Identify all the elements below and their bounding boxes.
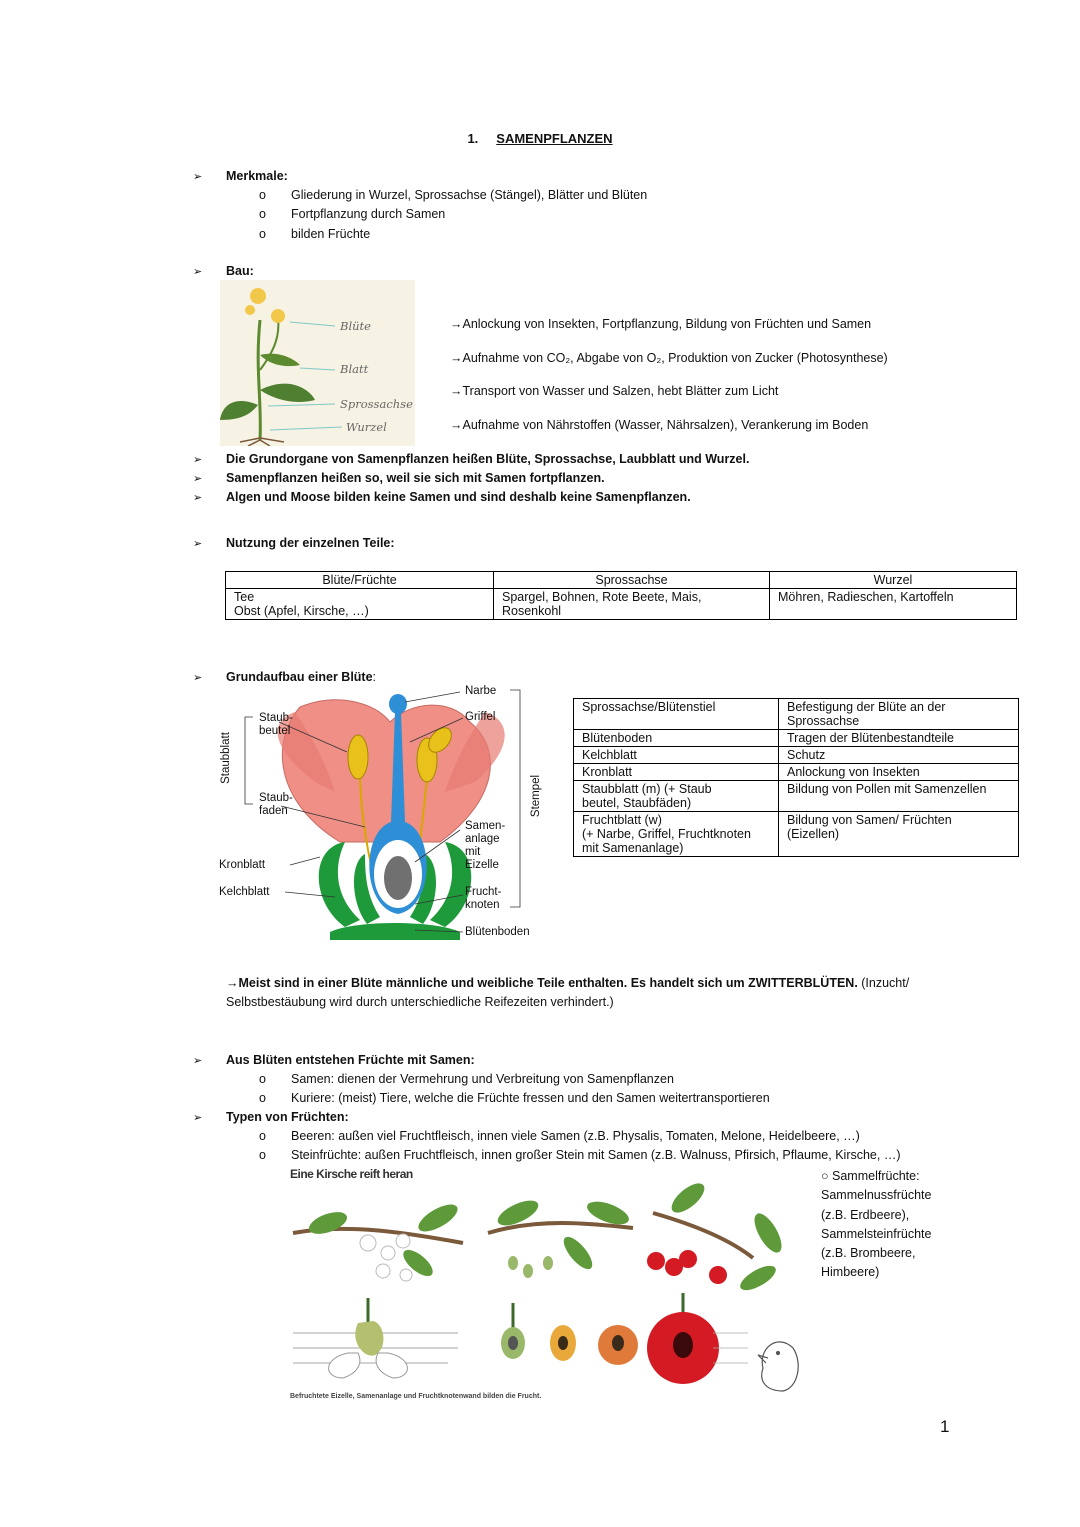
zwitter-normal: (Inzucht/ <box>857 976 910 990</box>
nutzung-header: Sprossachse <box>494 572 770 589</box>
nutzung-table <box>225 571 1017 620</box>
flower-parts-table <box>573 698 1019 857</box>
label-kronblatt: Kronblatt <box>219 859 266 871</box>
bau-function-sprossachse: →Transport von Wasser und Salzen, hebt Blätter zum Licht <box>450 384 779 398</box>
cherry-caption: Befruchtete Eizelle, Samenanlage und Fruchtknotenwand bilden die Frucht. <box>290 1393 542 1400</box>
fruechte-heading: Aus Blüten entstehen Früchte mit Samen: <box>226 1053 475 1067</box>
parts-cell: Kronblatt <box>574 764 779 781</box>
bau-heading: Bau: <box>226 264 254 278</box>
circle-bullet-icon: o <box>259 227 266 241</box>
plant-label-sprossachse: Sprossachse <box>340 397 413 411</box>
bullet-arrow-icon: ➢ <box>193 1112 203 1124</box>
nutzung-heading: Nutzung der einzelnen Teile: <box>226 536 395 550</box>
parts-cell: Sprossachse/Blütenstiel <box>574 699 779 730</box>
circle-bullet-icon: o <box>259 1148 266 1162</box>
circle-bullet-icon: o <box>259 207 266 221</box>
page-title <box>0 131 1080 146</box>
bullet-arrow-icon: ➢ <box>193 171 203 183</box>
nutzung-cell: Tee Obst (Apfel, Kirsche, …) <box>226 589 494 620</box>
label-griffel: Griffel <box>465 711 496 723</box>
merkmale-item: Gliederung in Wurzel, Sprossachse (Stängel), Blätter und Blüten <box>291 188 648 202</box>
statement: Samenpflanzen heißen so, weil sie sich mit Samen fortpflanzen. <box>226 471 605 485</box>
label-fruchtknoten: Frucht- knoten <box>465 886 502 911</box>
parts-cell: Kelchblatt <box>574 747 779 764</box>
circle-bullet-icon: o <box>259 1072 266 1086</box>
label-narbe: Narbe <box>465 685 497 697</box>
label-staubfaden: Staub- faden <box>259 792 293 817</box>
title-text: SAMENPFLANZEN <box>496 131 613 146</box>
circle-bullet-icon: o <box>259 1129 266 1143</box>
title-number: 1. <box>467 131 479 146</box>
plant-label-bluete: Blüte <box>340 319 371 333</box>
bullet-arrow-icon: ➢ <box>193 473 203 485</box>
grundaufbau-heading-colon: : <box>372 670 377 684</box>
grundaufbau-heading-text: Grundaufbau einer Blüte <box>226 670 373 684</box>
flower-diagram <box>215 682 550 944</box>
bullet-arrow-icon: ➢ <box>193 492 203 504</box>
parts-cell: Bildung von Samen/ Früchten (Eizellen) <box>779 812 1019 857</box>
fruechte-item: Samen: dienen der Vermehrung und Verbreitung von Samenpflanzen <box>291 1072 674 1086</box>
parts-cell: Tragen der Blütenbestandteile <box>779 730 1019 747</box>
bullet-arrow-icon: ➢ <box>193 266 203 278</box>
cherry-drawing <box>288 1183 808 1405</box>
bullet-arrow-icon: ➢ <box>193 538 203 550</box>
bau-function-wurzel: →Aufnahme von Nährstoffen (Wasser, Nährsalzen), Verankerung im Boden <box>450 418 869 432</box>
bau-function-blatt: →Aufnahme von CO₂, Abgabe von O₂, Produktion von Zucker (Photosynthese) <box>450 351 888 365</box>
label-samenanlage: Samen- anlage mit Eizelle <box>465 820 506 871</box>
bullet-arrow-icon: ➢ <box>193 672 203 684</box>
circle-bullet-icon: o <box>259 188 266 202</box>
zwitter-text <box>226 976 986 990</box>
plant-label-wurzel: Wurzel <box>346 420 387 434</box>
label-stempel: Stempel <box>530 774 542 818</box>
circle-bullet-icon: o <box>259 1091 266 1105</box>
parts-cell: Befestigung der Blüte an der Sprossachse <box>779 699 1019 730</box>
plant-label-blatt: Blatt <box>340 362 369 376</box>
merkmale-heading: Merkmale: <box>226 169 288 183</box>
parts-cell: Anlockung von Insekten <box>779 764 1019 781</box>
label-staubbeutel: Staub- beutel <box>259 712 293 737</box>
nutzung-cell: Möhren, Radieschen, Kartoffeln <box>770 589 1017 620</box>
sammelfruechte-text: ○ Sammelfrüchte: Sammelnussfrüchte (z.B. Erdbeere), Sammelsteinfrüchte (z.B. Brombeere, Himbeere) <box>821 1169 932 1280</box>
statement: Die Grundorgane von Samenpflanzen heißen Blüte, Sprossachse, Laubblatt und Wurzel. <box>226 452 750 466</box>
parts-cell: Blütenboden <box>574 730 779 747</box>
parts-cell: Schutz <box>779 747 1019 764</box>
zwitter-line2: Selbstbestäubung wird durch unterschiedliche Reifezeiten verhindert.) <box>226 995 614 1009</box>
page-number: 1 <box>940 1417 950 1436</box>
cherry-illustration <box>288 1165 808 1405</box>
label-bluetenboden: Blütenboden <box>465 926 530 938</box>
statement: Algen und Moose bilden keine Samen und sind deshalb keine Samenpflanzen. <box>226 490 691 504</box>
bullet-arrow-icon: ➢ <box>193 1055 203 1067</box>
typen-item: Steinfrüchte: außen Fruchtfleisch, innen großer Stein mit Samen (z.B. Walnuss, Pfirsich, Pflaume, Kirsche, …) <box>291 1148 901 1162</box>
parts-cell: Staubblatt (m) (+ Staub beutel, Staubfäden) <box>574 781 779 812</box>
plant-illustration <box>220 280 415 446</box>
nutzung-header: Blüte/Früchte <box>226 572 494 589</box>
nutzung-header: Wurzel <box>770 572 1017 589</box>
typen-item: Beeren: außen viel Fruchtfleisch, innen viele Samen (z.B. Physalis, Tomaten, Melone, Heidelbeere, …) <box>291 1129 860 1143</box>
merkmale-item: bilden Früchte <box>291 227 371 241</box>
zwitter-bold: →Meist sind in einer Blüte männliche und weibliche Teile enthalten. Es handelt sich um ZWITTERBLÜTEN. <box>226 976 858 990</box>
merkmale-item: Fortpflanzung durch Samen <box>291 207 446 221</box>
typen-heading: Typen von Früchten: <box>226 1110 349 1124</box>
bau-function-bluete: →Anlockung von Insekten, Fortpflanzung, Bildung von Früchten und Samen <box>450 317 872 331</box>
label-staubblatt: Staubblatt <box>220 732 232 784</box>
parts-cell: Fruchtblatt (w) (+ Narbe, Griffel, Fruchtknoten mit Samenanlage) <box>574 812 779 857</box>
cherry-title: Eine Kirsche reift heran <box>290 1167 413 1181</box>
fruechte-item: Kuriere: (meist) Tiere, welche die Früchte fressen und den Samen weitertransportieren <box>291 1091 770 1105</box>
nutzung-cell: Spargel, Bohnen, Rote Beete, Mais, Rosenkohl <box>494 589 770 620</box>
label-kelchblatt: Kelchblatt <box>219 886 270 898</box>
parts-cell: Bildung von Pollen mit Samenzellen <box>779 781 1019 812</box>
bullet-arrow-icon: ➢ <box>193 454 203 466</box>
